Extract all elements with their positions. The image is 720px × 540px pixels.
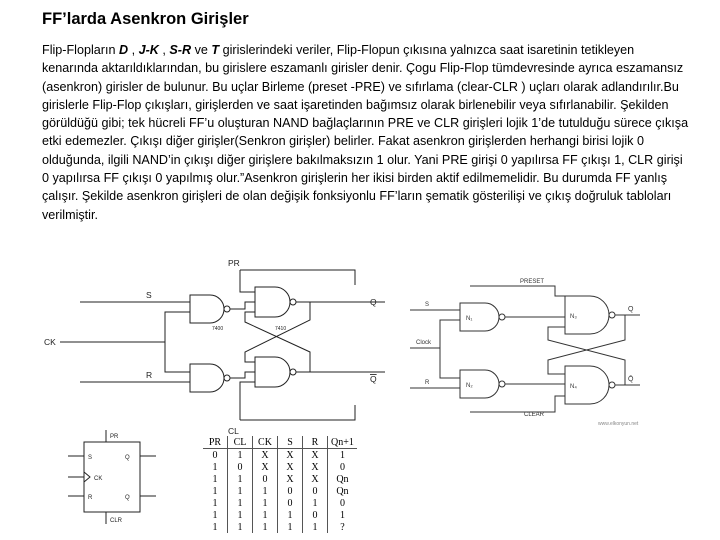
table-cell: 0 xyxy=(253,473,278,485)
label-n3: N₃ xyxy=(570,314,577,320)
table-cell: X xyxy=(278,461,303,473)
para-text-2: , xyxy=(128,43,139,57)
table-cell: 0 xyxy=(228,461,253,473)
table-cell: 1 xyxy=(253,521,278,533)
label-s: S xyxy=(146,290,152,300)
para-text-1: Flip-Flopların xyxy=(42,43,119,57)
table-cell: X xyxy=(303,449,328,462)
header-cl: CL xyxy=(228,436,253,449)
table-row xyxy=(203,473,357,485)
table-row xyxy=(203,461,357,473)
label-n2: N₂ xyxy=(466,383,473,389)
header-r: R xyxy=(303,436,328,449)
symbol-label-clr: CLR xyxy=(110,518,123,524)
watermark: www.elkonyun.net xyxy=(598,421,639,427)
label-r: R xyxy=(146,370,153,380)
term-t: T xyxy=(211,43,220,57)
table-cell: X xyxy=(303,473,328,485)
symbol-label-q: Q xyxy=(125,455,130,461)
table-cell: ? xyxy=(328,521,357,533)
table-cell: 0 xyxy=(303,509,328,521)
table-cell: X xyxy=(253,449,278,462)
header-ck: CK xyxy=(253,436,278,449)
header-s: S xyxy=(278,436,303,449)
label-q: Q xyxy=(370,297,377,307)
table-cell: 1 xyxy=(278,509,303,521)
table-cell: Qn xyxy=(328,473,357,485)
label-n1: N₁ xyxy=(466,316,473,322)
table-cell: 1 xyxy=(228,473,253,485)
table-cell: 1 xyxy=(228,521,253,533)
table-cell: X xyxy=(278,449,303,462)
table-row xyxy=(203,485,357,497)
para-text-4: ve xyxy=(191,43,212,57)
label-chip-7400: 7400 xyxy=(212,326,224,332)
label-preset: PRESET xyxy=(520,279,545,285)
para-text-5: girislerindeki veriler, Flip-Flopun çıkısına yalnızca saat isaretinin tetikleyen kenarında aktarıldıklarından, bu girislere eszamanlı girisler denir. Çogu Flip-Flop tümdevresinde ayrıca eszamansız (asenkron) girisler de bulunur. Bu uçlar Birleme (preset -PRE) ve sıfırlama (clear-CLR ) uçları olarak adlandırılır.Bu girislerle Flip-Flop çıkışları, girişlerden ve saat işaretinden bağımsız olarak birlenebilir veya sıfırlanabilir. Şekilden görüldüğü gibi; tek hücreli FF’u oluşturan NAND bağlaçlarının PRE ve CLR girişleri lojik 1’de tutulduğu sürece çıkışa etki edemezler. Çıkışı diğer girişler(Senkron girişler) belirler. Fakat asenkron girişlerden herhangi birisi lojik 0 olduğunda, ilgili NAND’in çıkışı diğer girişlere bakılmaksızın 1 olur. Yani PRE girişi 0 yapılırsa FF çıkışı 1, CLR girişi 0 yapılırsa FF çıkışı 0 yapılmış olur.”Asenkron girişlerin her ikisi birden aktif edilmemelidir. Bu durumda FF yanlış çalışır. Şekilde asenkron girişleri de olan değişik fonksiyonlu FF’ların şematik gösterilişi ve çıkış doğruluk tabloları verilmiştir. xyxy=(42,43,689,222)
page-title: FF’larda Asenkron Girişler xyxy=(42,10,249,28)
para-text-3: , xyxy=(158,43,170,57)
header-pr: PR xyxy=(203,436,228,449)
table-cell: 1 xyxy=(212,509,218,521)
table-cell: 0 xyxy=(212,449,218,461)
table-cell: 0 xyxy=(328,497,357,509)
symbol-label-qbar: Q xyxy=(125,495,130,501)
table-row xyxy=(203,521,357,533)
table-cell: 1 xyxy=(278,521,303,533)
table-cell: 1 xyxy=(228,509,253,521)
label-ck: CK xyxy=(44,337,56,347)
table-cell: 1 xyxy=(253,509,278,521)
table-cell: 1 xyxy=(212,521,218,533)
truth-table xyxy=(203,436,357,533)
table-cell: 0 xyxy=(303,485,328,497)
label-r-2: R xyxy=(425,380,430,386)
term-jk: J-K xyxy=(138,43,159,57)
symbol-label-ck: CK xyxy=(94,476,103,482)
label-chip-7410: 7410 xyxy=(275,326,287,332)
label-cl: CL xyxy=(228,426,239,436)
table-cell: Qn xyxy=(328,485,357,497)
symbol-label-s: S xyxy=(88,455,93,461)
table-row xyxy=(203,509,357,521)
header-qn1: Qn+1 xyxy=(328,436,357,449)
table-cell: 1 xyxy=(212,497,218,509)
table-cell: 1 xyxy=(253,497,278,509)
symbol-label-r: R xyxy=(88,495,93,501)
table-row xyxy=(203,497,357,509)
label-q-2: Q xyxy=(628,306,634,313)
label-pr: PR xyxy=(228,258,240,268)
table-cell: 0 xyxy=(328,461,357,473)
label-clear: CLEAR xyxy=(524,412,545,418)
table-cell: 1 xyxy=(328,449,357,462)
term-d: D xyxy=(118,43,129,57)
label-s-2: S xyxy=(425,302,430,308)
table-cell: 1 xyxy=(228,497,253,509)
table-cell: 1 xyxy=(228,449,253,462)
truth-table-header-row xyxy=(203,436,357,449)
table-cell: 0 xyxy=(278,485,303,497)
table-cell: 1 xyxy=(328,509,357,521)
table-cell: 1 xyxy=(303,521,328,533)
table-cell: 0 xyxy=(278,497,303,509)
table-cell: 1 xyxy=(212,461,218,473)
label-clock: Clock xyxy=(416,340,432,346)
symbol-label-pr: PR xyxy=(110,434,119,440)
term-sr: S-R xyxy=(169,43,192,57)
label-qbar: Q xyxy=(370,374,377,384)
table-cell: X xyxy=(303,461,328,473)
table-row xyxy=(203,449,357,462)
table-cell: 1 xyxy=(212,473,218,485)
table-cell: 1 xyxy=(253,485,278,497)
table-cell: X xyxy=(278,473,303,485)
table-cell: 1 xyxy=(228,485,253,497)
table-cell: 1 xyxy=(303,497,328,509)
table-cell: 1 xyxy=(212,485,218,497)
label-qbar-2: Q̄ xyxy=(628,376,634,383)
table-cell: X xyxy=(253,461,278,473)
label-n4: N₄ xyxy=(570,384,577,390)
